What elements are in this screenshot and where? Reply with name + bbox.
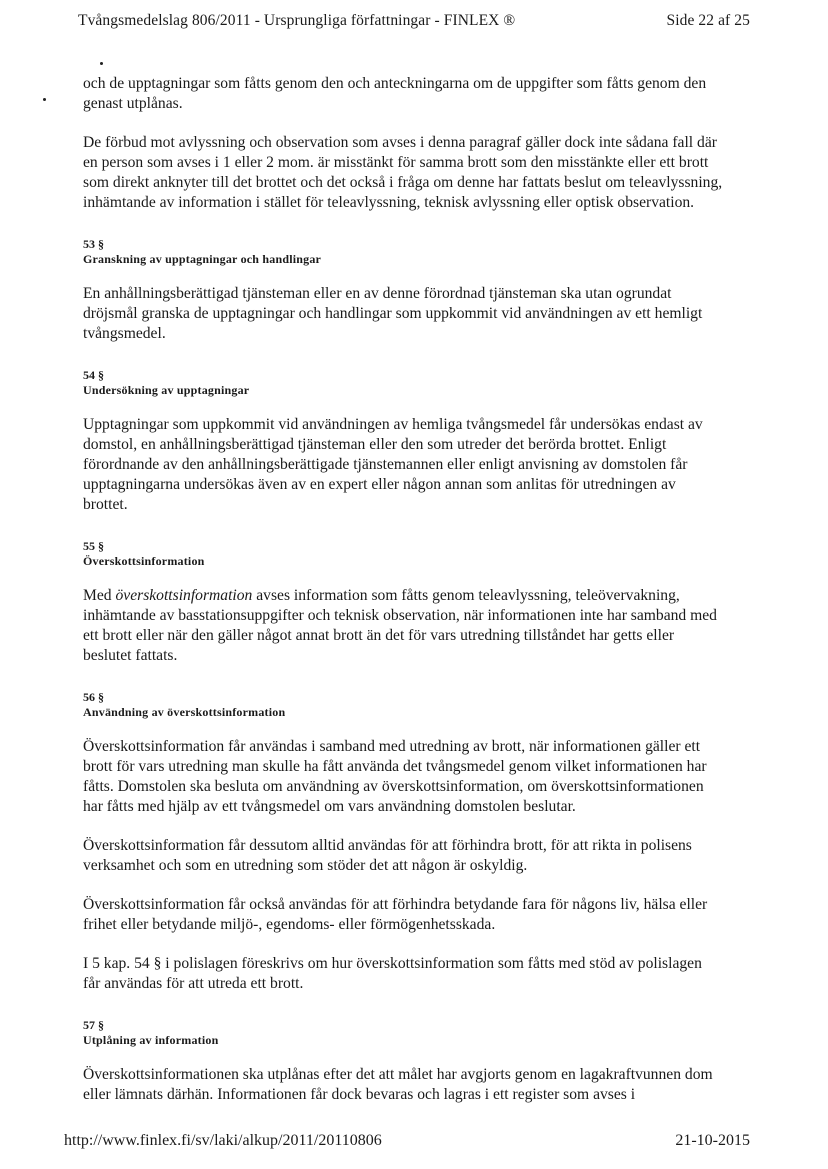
header-page-number: Side 22 af 25	[666, 12, 750, 29]
section-number: 53 §	[83, 237, 104, 251]
section-title: Granskning av upptagningar och handlingar	[83, 252, 322, 266]
document-body	[83, 74, 723, 1105]
section-paragraph: Överskottsinformation får dessutom alltid användas för att förhindra brott, för att rikta in polisens verksamhet och som en utredning som stöder det att någon är oskyldig.	[83, 837, 692, 874]
footer-date: 21-10-2015	[675, 1132, 750, 1149]
scan-dot	[43, 98, 46, 101]
section-title: Utplåning av information	[83, 1033, 219, 1047]
scan-dot	[100, 62, 103, 65]
footer-url[interactable]: http://www.finlex.fi/sv/laki/alkup/2011/20110806	[64, 1132, 382, 1149]
intro-paragraph: och de upptagningar som fåtts genom den och anteckningarna om de uppgifter som fåtts genom den genast utplånas.	[83, 75, 707, 112]
section-paragraph: Överskottsinformation får också användas för att förhindra betydande fara för någons liv, hälsa eller frihet eller betydande miljö-, egendoms- eller förmögenhetsskada.	[83, 896, 708, 933]
section-title: Användning av överskottsinformation	[83, 705, 286, 719]
intro-paragraph: De förbud mot avlyssning och observation som avses i denna paragraf gäller dock inte sådana fall där en person som avses i 1 eller 2 mom. är misstänkt för samma brott som den misstänkte eller ett brott som direkt anknyter till det brottet och det också i fråga om denne har fattats beslut om teleavlyssning, inhämtande av information i stället för teleavlyssning, teknisk avlyssning eller optisk observation.	[83, 134, 723, 211]
section-paragraph: Överskottsinformationen ska utplånas efter det att målet har avgjorts genom en lagakraftvunnen dom eller lämnats därhän. Informationen får dock bevaras och lagras i ett register som avses i	[83, 1066, 713, 1103]
section-paragraph	[83, 586, 723, 666]
page-header	[78, 12, 750, 30]
text-run: avses information som fåtts genom teleavlyssning, teleövervakning, inhämtande av basstationsuppgifter och teknisk observation, när informationen inte har samband med ett brott eller när den gäller något annat brott än det för vars utredning tillståndet har getts eller beslutet fattats.	[83, 587, 717, 664]
section-paragraph: I 5 kap. 54 § i polislagen föreskrivs om hur överskottsinformation som fåtts med stöd av polislagen får användas för att utreda ett brott.	[83, 955, 702, 992]
header-title: Tvångsmedelslag 806/2011 - Ursprungliga författningar - FINLEX ®	[78, 12, 516, 29]
defined-term: överskottsinformation	[115, 587, 253, 604]
section-number: 57 §	[83, 1018, 104, 1032]
section-paragraph: Överskottsinformation får användas i samband med utredning av brott, när informationen gäller ett brott för vars utredning man skulle ha fått använda det tvångsmedel genom vilket informationen har fåtts. Domstolen ska besluta om användning av överskottsinformation, om överskottsinformationen har fåtts med hjälp av ett tvångsmedel om vars användning domstolen beslutar.	[83, 738, 707, 815]
page-footer	[64, 1132, 750, 1150]
section-paragraph: Upptagningar som uppkommit vid användningen av hemliga tvångsmedel får undersökas endast av domstol, en anhållningsberättigad tjänsteman eller den som utreder det berörda brottet. Enligt förordnande av den anhållningsberättigade tjänstemannen eller enligt anvisning av domstolen får upptagningarna undersökas även av en expert eller någon annan som anlitas för utredningen av brottet.	[83, 416, 703, 513]
section-number: 54 §	[83, 368, 104, 382]
section-paragraph: En anhållningsberättigad tjänsteman eller en av denne förordnad tjänsteman ska utan ogrundat dröjsmål granska de upptagningar och handlingar som uppkommit vid användningen av ett hemligt tvångsmedel.	[83, 285, 703, 342]
section-title: Överskottsinformation	[83, 554, 205, 568]
section-number: 56 §	[83, 690, 104, 704]
section-number: 55 §	[83, 539, 104, 553]
section-title: Undersökning av upptagningar	[83, 383, 250, 397]
text-run: Med	[83, 587, 116, 604]
